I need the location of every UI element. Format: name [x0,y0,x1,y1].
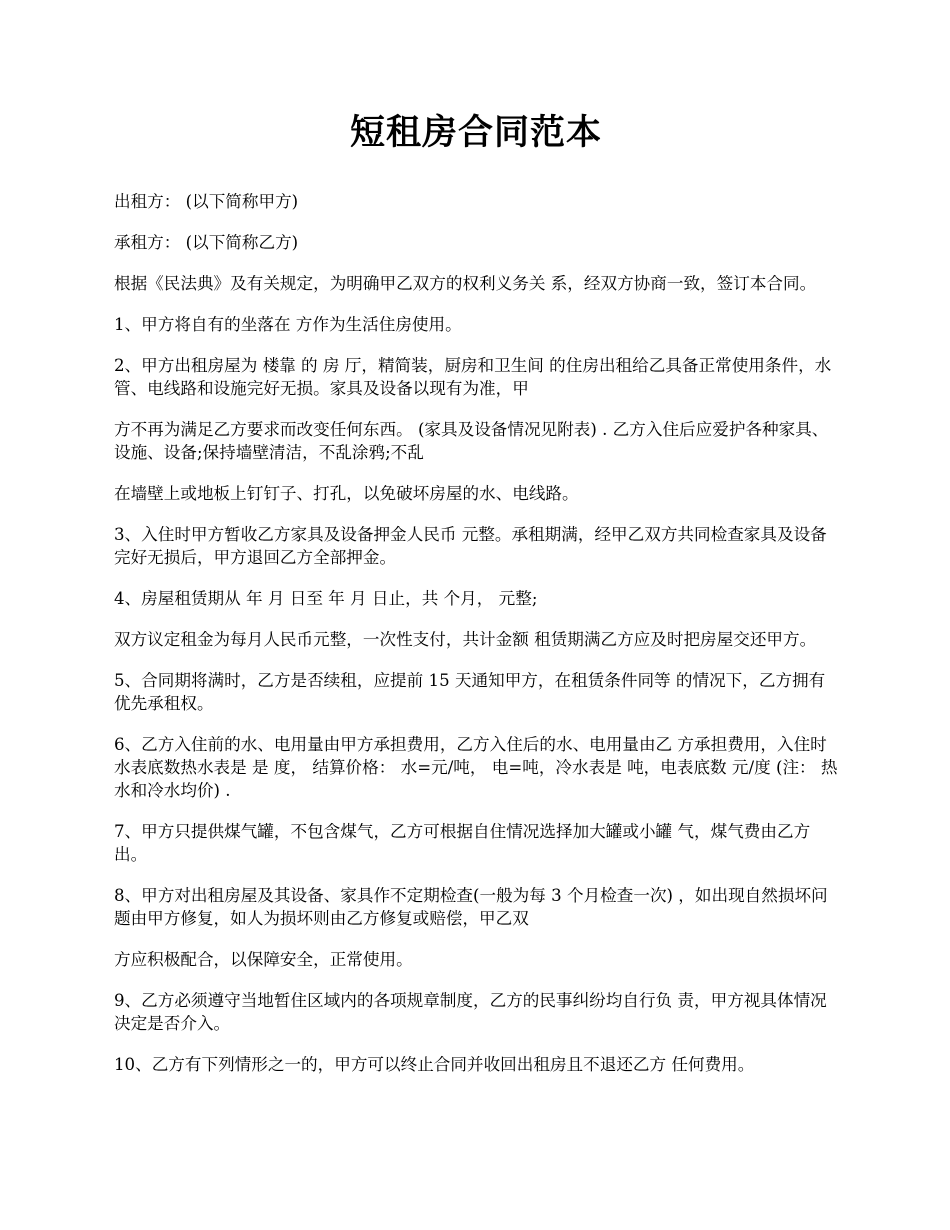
paragraph-clause-7: 7、甲方只提供煤气罐，不包含煤气，乙方可根据自住情况选择加大罐或小罐 气，煤气费由乙方出。 [114,822,811,864]
paragraph-clause-2-cont-a: 方不再为满足乙方要求而改变任何东西。 (家具及设备情况见附表) . 乙方入住后应爱护各种家具、设施、设备;保持墙壁清洁，不乱涂鸦;不乱 [114,420,829,462]
paragraph-clause-5: 5、合同期将满时，乙方是否续租，应提前 15 天通知甲方，在租赁条件同等 的情况下，乙方拥有优先承租权。 [114,671,826,713]
paragraph-clause-8: 8、甲方对出租房屋及其设备、家具作不定期检查(一般为每 3 个月检查一次) ，如出现自然损坏问题由甲方修复，如人为损坏则由乙方修复或赔偿，甲乙双 [114,886,828,928]
paragraph-clause-2-cont-b: 在墙壁上或地板上钉钉子、打孔，以免破坏房屋的水、电线路。 [114,484,579,503]
paragraph-clause-10: 10、乙方有下列情形之一的，甲方可以终止合同并收回出租房且不退还乙方 任何费用。 [114,1055,755,1074]
document-title: 短租房合同范本 [349,112,602,153]
paragraph-lessee: 承租方： (以下简称乙方) [114,233,299,252]
paragraph-clause-2: 2、甲方出租房屋为 楼靠 的 房 厅，精简装，厨房和卫生间 的住房出租给乙具备正常使用条件，水管、电线路和设施完好无损。家具及设备以现有为准，甲 [114,356,832,398]
paragraph-clause-4: 4、房屋租赁期从 年 月 日至 年 月 日止，共 个月， 元整; [114,589,538,608]
paragraph-clause-3: 3、入住时甲方暂收乙方家具及设备押金人民币 元整。承租期满，经甲乙双方共同检查家具及设备完好无损后，甲方退回乙方全部押金。 [114,525,827,567]
paragraph-clause-6: 6、乙方入住前的水、电用量由甲方承担费用，乙方入住后的水、电用量由乙 方承担费用，入住时水表底数热水表是 是 度， 结算价格： 水=元/吨， 电=吨，冷水表是 吨，电表底数 元/度 (注： 热水和冷水均价) . [114,735,838,800]
paragraph-preamble: 根据《民法典》及有关规定，为明确甲乙双方的权利义务关 系，经双方协商一致，签订本合同。 [114,274,817,293]
paragraph-clause-4-cont: 双方议定租金为每月人民币元整，一次性支付，共计金额 租赁期满乙方应及时把房屋交还甲方。 [114,630,817,649]
paragraph-clause-8-cont: 方应积极配合，以保障安全，正常使用。 [114,950,413,969]
paragraph-clause-1: 1、甲方将自有的坐落在 方作为生活住房使用。 [114,315,462,334]
paragraph-lessor: 出租方： (以下简称甲方) [114,192,299,211]
paragraph-clause-9: 9、乙方必须遵守当地暂住区域内的各项规章制度，乙方的民事纠纷均自行负 责，甲方视具体情况决定是否介入。 [114,991,827,1033]
